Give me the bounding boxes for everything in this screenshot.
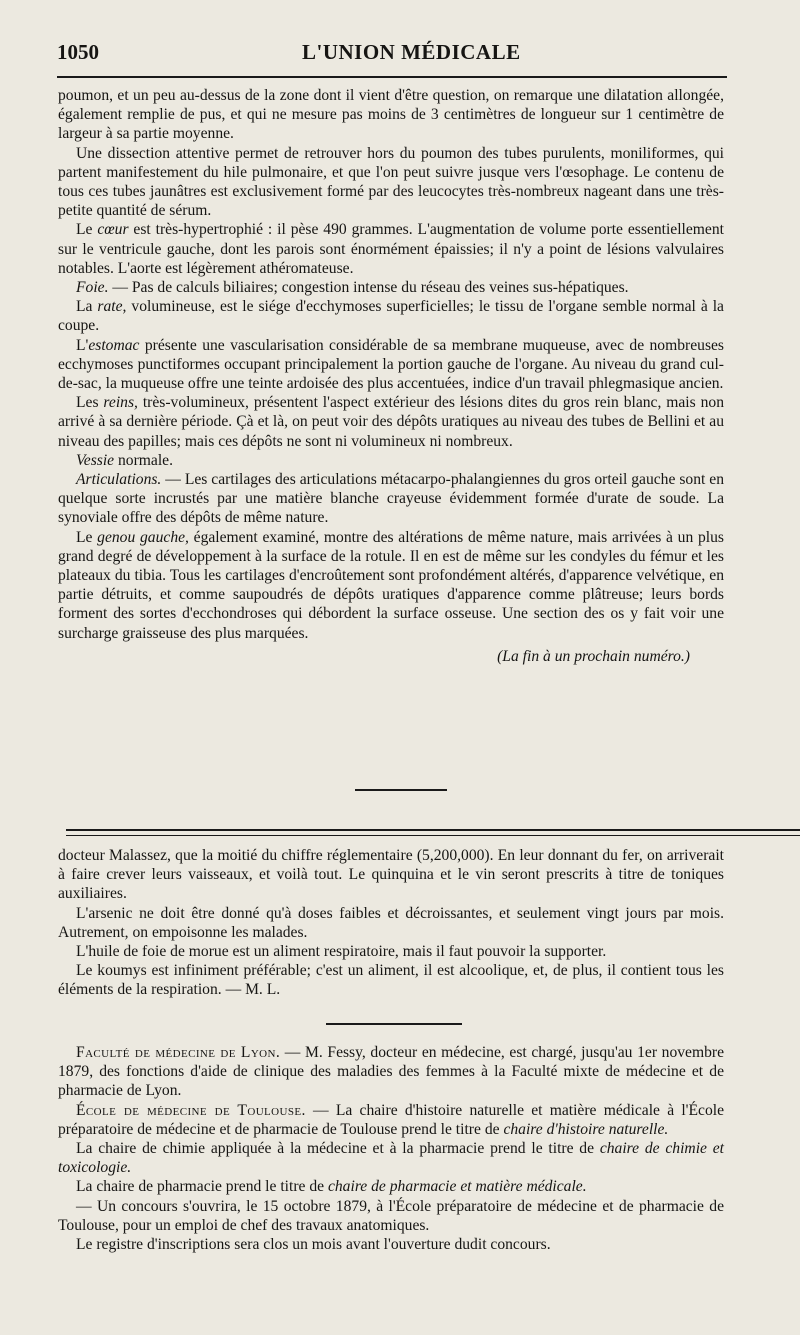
feuilleton-rule-thick xyxy=(66,829,800,831)
paragraph-cod-liver-oil: L'huile de foie de morue est un aliment respiratoire, mais il faut pouvoir la supporter. xyxy=(76,943,607,961)
autopsy-report-section xyxy=(58,86,724,666)
news-pharmacy-chair xyxy=(58,1177,724,1196)
news-heading: Faculté de médecine de Lyon. xyxy=(76,1044,281,1061)
news-chemistry-chair xyxy=(58,1139,724,1177)
news-lyon xyxy=(58,1043,724,1101)
text-fragment: normale. xyxy=(114,451,173,469)
organ-name: Foie. xyxy=(76,279,109,297)
organ-name: rate, xyxy=(97,298,127,316)
paragraph-knee xyxy=(58,528,724,643)
text-fragment: également examiné, montre des altérations de même nature, mais arrivées à un plus grand degré de développement à la surface de la rotule. Il en est de même sur les condyles du fémur et les plateaux du tibia. Tous les cartilages d'encroûtement sont profondément altérés, d'apparence velvétique, en partie détruits, et comme saupoudrés de dépôts uratiques d'apparence comme plâtreuse; leurs bords forment des sortes d'ecchondroses qui débordent la surface osseuse. Une section des os y fait voir une surcharge graisseuse des plus marquées. xyxy=(58,528,724,642)
chair-title: chaire de chimie et toxicologie. xyxy=(58,1140,724,1177)
organ-name: cœur xyxy=(97,221,129,239)
text-fragment: — Les cartilages des articulations métacarpo-phalangiennes du gros orteil gauche sont en quelque sorte incrustés par une matière blanche crayeuse évidemment formée d'urate de soude. La synoviale offre des dépôts de même nature. xyxy=(58,471,724,527)
journal-title: L'UNION MÉDICALE xyxy=(302,40,521,64)
text-fragment: Les xyxy=(76,394,104,412)
news-concours: — Un concours s'ouvrira, le 15 octobre 1879, à l'École préparatoire de médecine et de pharmacie de Toulouse, pour un emploi de chef des travaux anatomiques. xyxy=(58,1197,724,1234)
section-divider xyxy=(355,789,447,791)
paragraph-joints xyxy=(58,470,724,528)
text-fragment: est très-hypertrophié : il pèse 490 grammes. L'augmentation de volume porte essentiellement sur le ventricule gauche, dont les parois sont énormément épaissies; il n'y a point de lésions valvulaires notables. L'aorte est légèrement athéromateuse. xyxy=(58,221,724,277)
paragraph-koumys: Le koumys est infiniment préférable; c'est un aliment, il est alcoolique, et, de plus, il contient tous les éléments de la respiration. — M. L. xyxy=(58,962,724,999)
paragraph-spleen xyxy=(58,297,724,335)
text-fragment: La chaire de chimie appliquée à la médecine et à la pharmacie prend le titre de xyxy=(76,1140,600,1158)
text-fragment: Le xyxy=(76,221,98,239)
paragraph-stomach xyxy=(58,336,724,394)
continued-note: (La fin à un prochain numéro.) xyxy=(497,647,690,665)
text-fragment: La chaire de pharmacie prend le titre de xyxy=(76,1178,328,1196)
text-fragment: — Pas de calculs biliaires; congestion intense du réseau des veines sus-hépatiques. xyxy=(108,279,629,297)
paragraph-arsenic: L'arsenic ne doit être donné qu'à doses faibles et décroissantes, et seulement vingt jours par mois. Autrement, on empoisonne les malades. xyxy=(58,904,724,941)
news-heading: École de médecine de Toulouse. xyxy=(76,1101,306,1119)
organ-name: genou gauche, xyxy=(97,528,189,546)
header-rule xyxy=(57,76,727,78)
news-registration: Le registre d'inscriptions sera clos un mois avant l'ouverture dudit concours. xyxy=(76,1236,551,1254)
organ-name: estomac xyxy=(88,336,140,354)
feuilleton-rule-thin xyxy=(66,835,800,836)
paragraph-dissection: Une dissection attentive permet de retrouver hors du poumon des tubes purulents, moniliformes, qui partent manifestement du hile pulmonaire, et que l'on peut suivre jusque vers l'œsophage. Le contenu de tous ces tubes jaunâtres est exclusivement formé par des leucocytes très-nombreux nageant dans une très-petite quantité de sérum. xyxy=(58,144,724,220)
paragraph-iron: docteur Malassez, que la moitié du chiffre réglementaire (5,200,000). En leur donnant du fer, on arriverait à faire crever leurs vaisseaux, et voilà tout. Le quinquina et le vin seront prescrits à titre de toniques auxiliaires. xyxy=(58,847,724,903)
text-fragment: La xyxy=(76,298,98,316)
news-section xyxy=(58,1043,724,1254)
paragraph-lung-dilatation: poumon, et un peu au-dessus de la zone dont il vient d'être question, on remarque une dilatation allongée, également remplie de pus, et qui ne mesure pas moins de 3 centimètres de longueur sur 1 centimètre de largeur à sa partie moyenne. xyxy=(58,87,724,143)
text-fragment: très-volumineux, présentent l'aspect extérieur des lésions dites du gros rein blanc, mais non arrivé à sa dernière période. Çà et là, on peut voir des dépôts uratiques au niveau des tubes de Bellini et au niveau des papilles; mais ces dépôts ne sont ni volumineux ni nombreux. xyxy=(58,394,724,450)
paragraph-liver xyxy=(58,278,724,297)
section-divider xyxy=(326,1023,462,1025)
text-fragment: présente une vascularisation considérable de sa membrane muqueuse, avec de nombreuses ecchymoses punctiformes occupant principalement la portion gauche de l'organe. Au niveau du grand cul-de-sac, la muqueuse offre une teinte ardoisée des plus accentuées, indice d'un travail phlegmasique ancien. xyxy=(58,336,724,393)
organ-name: Articulations. xyxy=(76,471,162,489)
therapeutics-section xyxy=(58,846,724,1000)
paragraph-bladder xyxy=(58,451,724,470)
chair-title: chaire de pharmacie et matière médicale. xyxy=(327,1178,587,1196)
text-fragment: Le xyxy=(76,528,98,546)
paragraph-heart xyxy=(58,220,724,278)
news-toulouse xyxy=(58,1101,724,1139)
page-number: 1050 xyxy=(57,40,99,64)
text-fragment: — M. Fessy, docteur en médecine, est chargé, jusqu'au 1er novembre 1879, des fonctions d'aide de clinique des maladies des femmes à la Faculté mixte de médecine et de pharmacie de Lyon. xyxy=(58,1044,724,1100)
text-fragment: L' xyxy=(76,336,89,354)
organ-name: reins, xyxy=(103,394,138,412)
paragraph-kidneys xyxy=(58,393,724,451)
organ-name: Vessie xyxy=(76,451,115,469)
chair-title: chaire d'histoire naturelle. xyxy=(503,1120,669,1138)
text-fragment: volumineuse, est le siége d'ecchymoses superficielles; le tissu de l'organe semble normal à la coupe. xyxy=(58,298,724,335)
text-fragment: — La chaire d'histoire naturelle et matière médicale à l'École préparatoire de médecine et de pharmacie de Toulouse prend le titre de xyxy=(58,1101,724,1138)
running-head xyxy=(57,40,760,70)
